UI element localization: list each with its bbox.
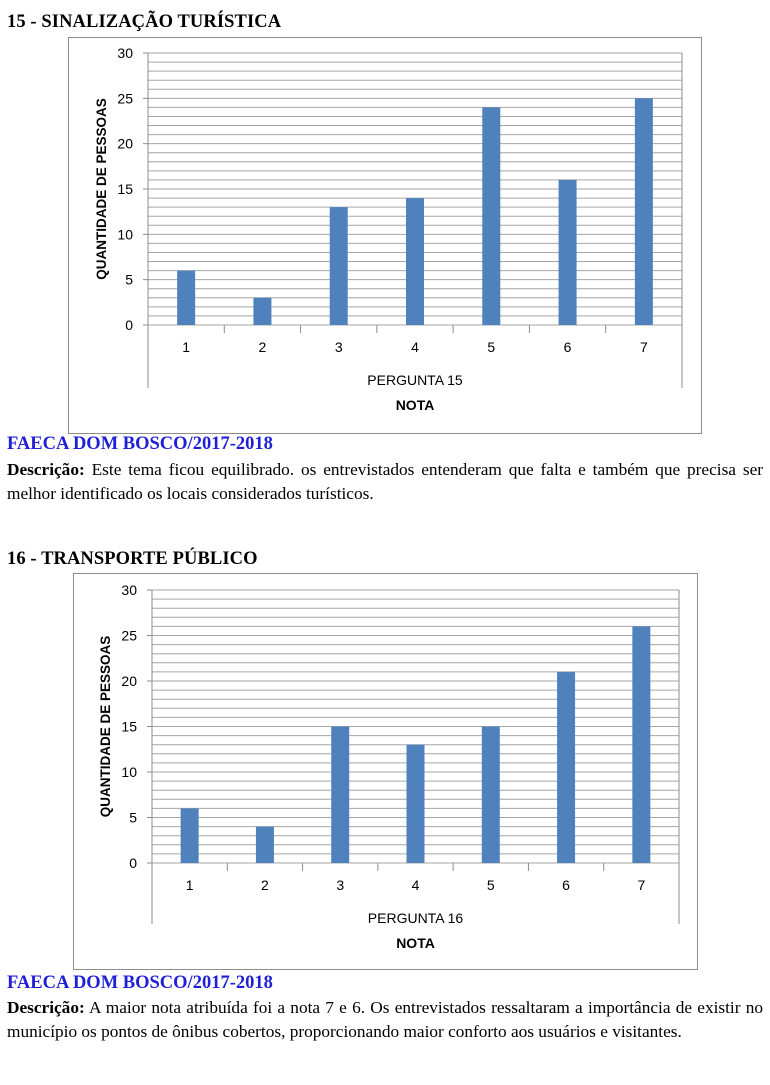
bar [406,198,424,325]
bar [407,745,425,863]
y-tick-label: 15 [121,718,137,735]
x-axis-title: NOTA [395,397,435,413]
bar [330,207,348,325]
chart-canvas [74,574,697,969]
description-text: A maior nota atribuída foi a nota 7 e 6. Os entrevistados ressaltaram a importância de existir no município os pontos de ônibus cobertos, proporcionando maior conforto aos usuários e visitantes. [7,998,763,1041]
x-tick-label: 1 [182,339,191,355]
x-tick-label: 3 [336,877,345,893]
x-tick-label: 7 [637,877,646,893]
bar [253,298,271,325]
x-tick-label: 5 [487,339,496,355]
y-tick-label: 20 [117,135,133,152]
y-axis-title: QUANTIDADE DE PESSOAS [94,98,109,280]
x-axis-title: NOTA [396,935,435,951]
bar [559,180,577,325]
x-tick-label: 7 [639,339,648,355]
x-tick-label: 4 [411,339,419,355]
y-tick-label: 25 [121,627,137,644]
bar [557,672,575,863]
bar [632,626,650,863]
description-text: Este tema ficou equilibrado. os entrevistados entenderam que falta e também que precisa ser melhor identificado os locais considerados turísticos. [7,460,763,503]
bar [181,808,199,863]
y-axis-title: QUANTIDADE DE PESSOAS [98,635,113,818]
x-tick-label: 4 [411,877,420,893]
y-tick-label: 10 [117,226,133,243]
chart-canvas [69,38,701,433]
y-tick-label: 5 [129,809,137,826]
category-group-label: PERGUNTA 16 [367,910,464,926]
y-tick-label: 0 [129,855,137,871]
y-tick-label: 15 [117,181,133,197]
description [7,458,763,506]
y-tick-label: 5 [125,271,133,288]
bar-chart-transporte [73,573,698,970]
description [7,996,763,1044]
y-tick-label: 30 [121,582,137,598]
bar [482,727,500,864]
bar [331,727,349,864]
section-heading: 16 - TRANSPORTE PÚBLICO [7,549,258,569]
bar [482,107,500,325]
category-group-label: PERGUNTA 15 [367,372,463,388]
bar [177,271,195,325]
x-tick-label: 6 [562,877,570,893]
x-tick-label: 6 [563,339,572,355]
y-tick-label: 25 [117,90,133,107]
source-caption: FAECA DOM BOSCO/2017-2018 [7,434,273,454]
x-tick-label: 1 [185,877,194,893]
x-tick-label: 5 [486,877,495,893]
y-tick-label: 30 [117,45,133,61]
y-tick-label: 0 [125,317,133,333]
y-tick-label: 10 [121,764,137,780]
x-tick-label: 2 [261,877,269,893]
bar-chart-sinalizacao [68,37,702,434]
source-caption: FAECA DOM BOSCO/2017-2018 [7,973,273,993]
description-label: Descrição: [7,998,85,1017]
x-tick-label: 3 [334,339,343,355]
x-tick-label: 2 [258,339,267,355]
description-label: Descrição: [7,460,85,479]
y-tick-label: 20 [121,673,137,689]
bar [635,98,653,325]
section-heading: 15 - SINALIZAÇÃO TURÍSTICA [7,12,282,32]
bar [256,827,274,863]
